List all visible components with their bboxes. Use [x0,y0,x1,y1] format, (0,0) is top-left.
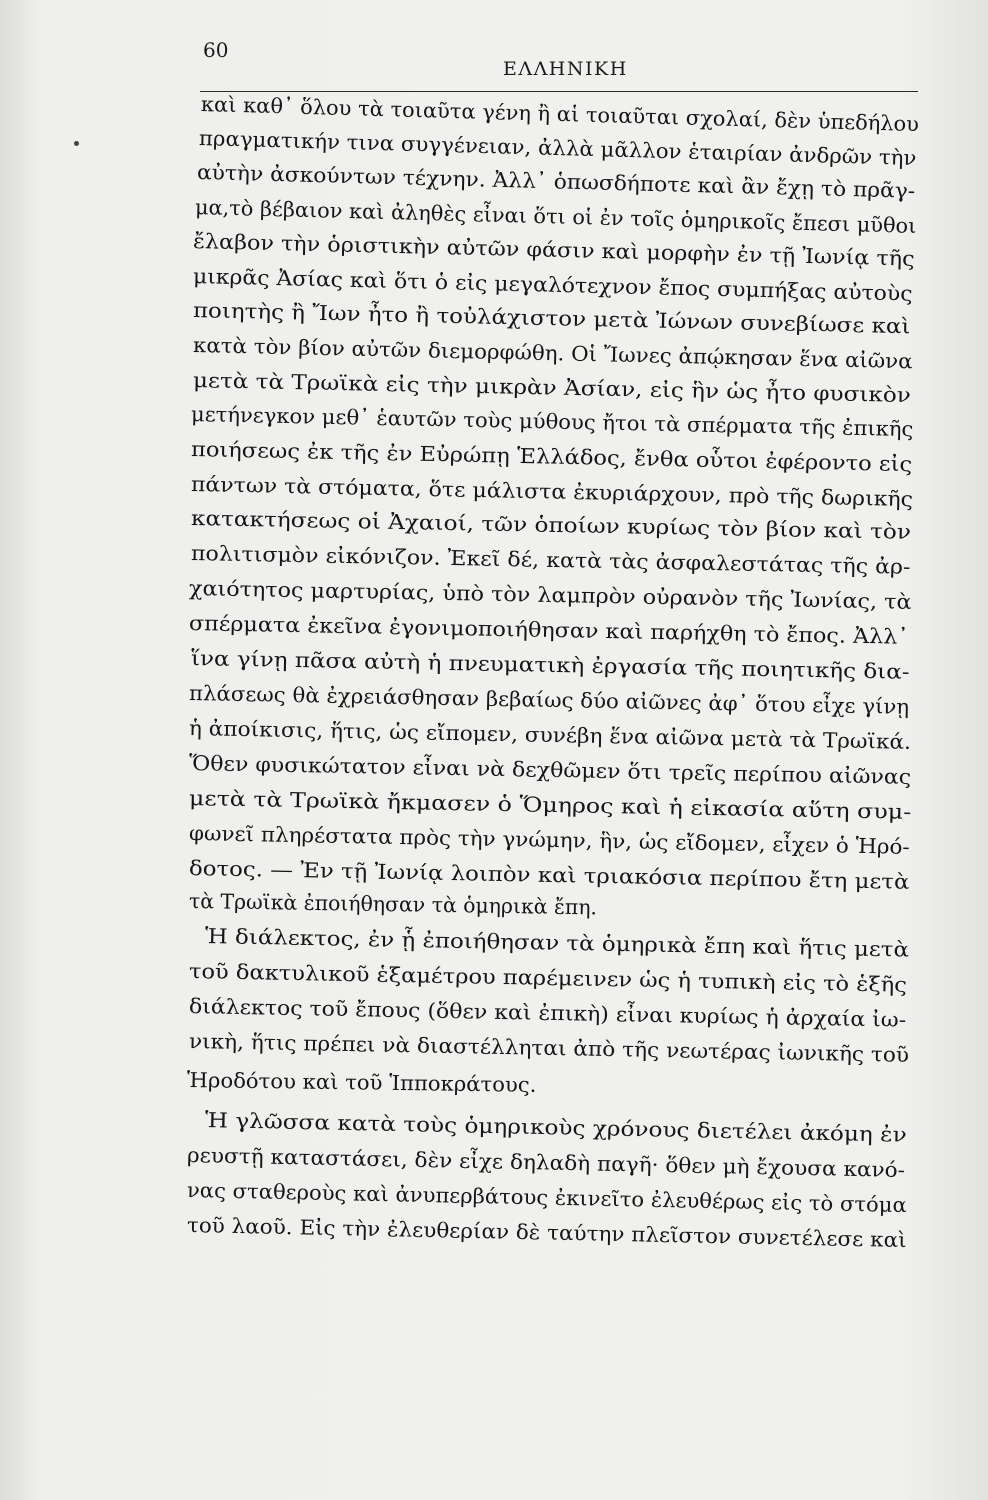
text-line: τοῦ λαοῦ. Εἰς τὴν ἐλευθερίαν δὲ ταύτην πλεῖστον συνετέλεσε καὶ [186,1213,907,1253]
text-line: πραγματικήν τινα συγγένειαν, ἀλλὰ μᾶλλον ἑταιρίαν ἀνδρῶν τὴν [198,126,917,171]
text-line: ἔλαβον τὴν ὁριστικὴν αὐτῶν φάσιν καὶ μορφὴν ἐν τῇ Ἰωνίᾳ τῆς [192,229,915,271]
text-line: αὐτὴν ἀσκούντων τέχνην. Ἀλλ᾽ ὁπωσδήποτε καὶ ἂν ἔχῃ τὸ πρᾶγ- [196,160,916,203]
running-title: ΕΛΛΗΝΙΚΗ [503,58,628,80]
text-line: μικρᾶς Ἀσίας καὶ ὅτι ὁ εἰς μεγαλότεχνον ἔπος συμπήξας αὐτοὺς [192,264,913,306]
paragraph-start-line: Ἡ διάλεκτος, ἐν ᾗ ἐποιήθησαν τὰ ὁμηρικὰ ἔπη καὶ ἥτις μετὰ [204,924,910,962]
text-line: νικὴ, ἥτις πρέπει νὰ διαστέλληται ἀπὸ τῆς νεωτέρας ἰωνικῆς τοῦ [188,1029,910,1067]
text-line: μετὰ τὰ Τρωϊκὰ ἤκμασεν ὁ Ὅμηρος καὶ ἡ εἰκασία αὕτη συμ- [188,786,912,824]
text-line: τοῦ δακτυλικοῦ ἑξαμέτρου παρέμεινεν ὡς ἡ τυπικὴ εἰς τὸ ἑξῆς [188,959,908,997]
text-line: μετὰ τὰ Τρωϊκὰ εἰς τὴν μικρὰν Ἀσίαν, εἰς ἣν ὡς ἦτο φυσικὸν [192,368,912,408]
page-number: 60 [203,38,229,62]
text-line: σπέρματα ἐκεῖνα ἐγονιμοποιήθησαν καὶ παρήχθη τὸ ἔπος. Ἀλλ᾽ [188,611,909,649]
text-line: δοτος. — Ἐν τῇ Ἰωνίᾳ λοιπὸν καὶ τριακόσια περίπου ἔτη μετὰ [188,856,910,894]
text-line: κατακτήσεως οἱ Ἀχαιοί, τῶν ὁποίων κυρίως τὸν βίον καὶ τὸν [190,506,912,544]
text-line: ρευστῇ καταστάσει, δὲν εἶχε δηλαδὴ παγῆ· ὅθεν μὴ ἔχουσα κανό- [186,1143,906,1183]
paragraph-start-line: Ἡ γλῶσσα κατὰ τοὺς ὁμηρικοὺς χρόνους διετέλει ἀκόμη ἐν [204,1108,907,1147]
text-line: πλάσεως θὰ ἐχρειάσθησαν βεβαίως δύο αἰῶνες ἀφ᾽ ὅτου εἶχε γίνῃ [188,681,910,719]
text-line: ἡ ἀποίκισις, ἥτις, ὡς εἴπομεν, συνέβη ἕνα αἰῶνα μετὰ τὰ Τρωϊκά. [188,716,912,754]
text-line: χαιότητος μαρτυρίας, ὑπὸ τὸν λαμπρὸν οὐρανὸν τῆς Ἰωνίας, τὰ [188,576,912,614]
text-line: πολιτισμὸν εἰκόνιζον. Ἐκεῖ δέ, κατὰ τὰς ἀσφαλεστάτας τῆς ἀρ- [190,541,911,579]
text-line: ποιητὴς ἢ Ἴων ἦτο ἢ τοὐλάχιστον μετὰ Ἰώνων συνεβίωσε καὶ [192,298,911,339]
text-line: ἵνα γίνῃ πᾶσα αὐτὴ ἡ πνευματικὴ ἐργασία τῆς ποιητικῆς δια- [190,646,910,684]
text-line: μετήνεγκον μεθ᾽ ἑαυτῶν τοὺς μύθους ἤτοι τὰ σπέρματα τῆς ἐπικῆς [190,402,914,442]
text-line: ποιήσεως ἐκ τῆς ἐν Εὐρώπῃ Ἑλλάδος, ἔνθα οὗτοι ἐφέροντο εἰς [190,437,913,477]
text-line: πάντων τὰ στόματα, ὅτε μάλιστα ἐκυριάρχουν, πρὸ τῆς δωρικῆς [190,472,914,512]
text-line: τὰ Τρωϊκὰ ἐποιήθησαν τὰ ὁμηρικὰ ἔπη. [188,889,598,920]
text-line: κατὰ τὸν βίον αὐτῶν διεμορφώθη. Οἱ Ἴωνες ἀπῴκησαν ἕνα αἰῶνα [192,333,913,374]
text-line: διάλεκτος τοῦ ἔπους (ὅθεν καὶ ἐπικὴ) εἶναι κυρίως ἡ ἀρχαία ἰω- [188,994,907,1032]
text-line: Ἡροδότου καὶ τοῦ Ἱπποκράτους. [186,1068,537,1097]
text-line: νας σταθεροὺς καὶ ἀνυπερβάτους ἐκινεῖτο ἐλευθέρως εἰς τὸ στόμα [186,1178,907,1218]
text-line: φωνεῖ πληρέστατα πρὸς τὴν γνώμην, ἣν, ὡς εἴδομεν, εἶχεν ὁ Ἡρό- [188,821,910,859]
text-line: μα,τὸ βέβαιον καὶ ἀληθὲς εἶναι ὅτι οἱ ἐν τοῖς ὁμηρικοῖς ἔπεσι μῦθοι [194,195,917,238]
text-line: καὶ καθ᾽ ὅλου τὰ τοιαῦτα γένη ἢ αἱ τοιαῦται σχολαί, δὲν ὑπεδήλου [200,92,920,137]
text-line: Ὅθεν φυσικώτατον εἶναι νὰ δεχθῶμεν ὅτι τρεῖς περίπου αἰῶνας [188,751,912,789]
